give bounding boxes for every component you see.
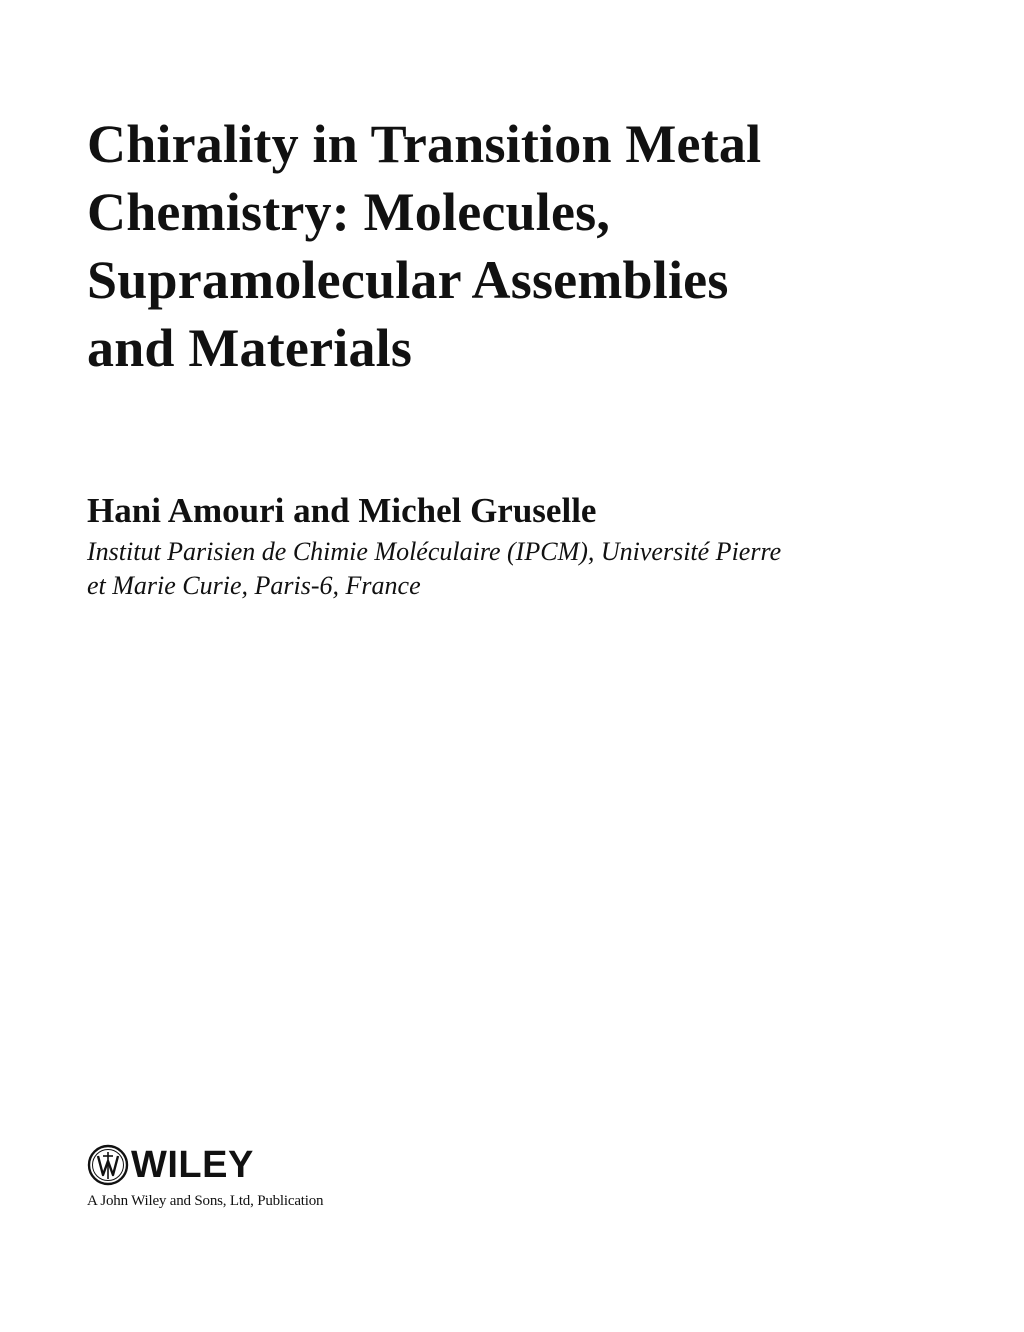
publisher-imprint: A John Wiley and Sons, Ltd, Publication bbox=[87, 1193, 324, 1209]
affiliation-line: Institut Parisien de Chimie Moléculaire (IPCM), Université Pierre bbox=[87, 537, 782, 566]
book-title bbox=[87, 110, 987, 382]
publisher-logo-text: WILEY bbox=[131, 1144, 254, 1186]
publisher-logo bbox=[87, 1142, 387, 1188]
book-title-line: Supramolecular Assemblies bbox=[87, 250, 729, 310]
wiley-colophon-icon bbox=[87, 1144, 129, 1186]
publisher-imprint-block bbox=[87, 1142, 387, 1210]
book-title-line: and Materials bbox=[87, 318, 413, 378]
book-title-line: Chirality in Transition Metal bbox=[87, 114, 762, 174]
book-title-line: Chemistry: Molecules, bbox=[87, 182, 611, 242]
affiliation-line: et Marie Curie, Paris-6, France bbox=[87, 571, 421, 600]
book-authors: Hani Amouri and Michel Gruselle bbox=[87, 491, 597, 530]
author-affiliation bbox=[87, 535, 781, 603]
